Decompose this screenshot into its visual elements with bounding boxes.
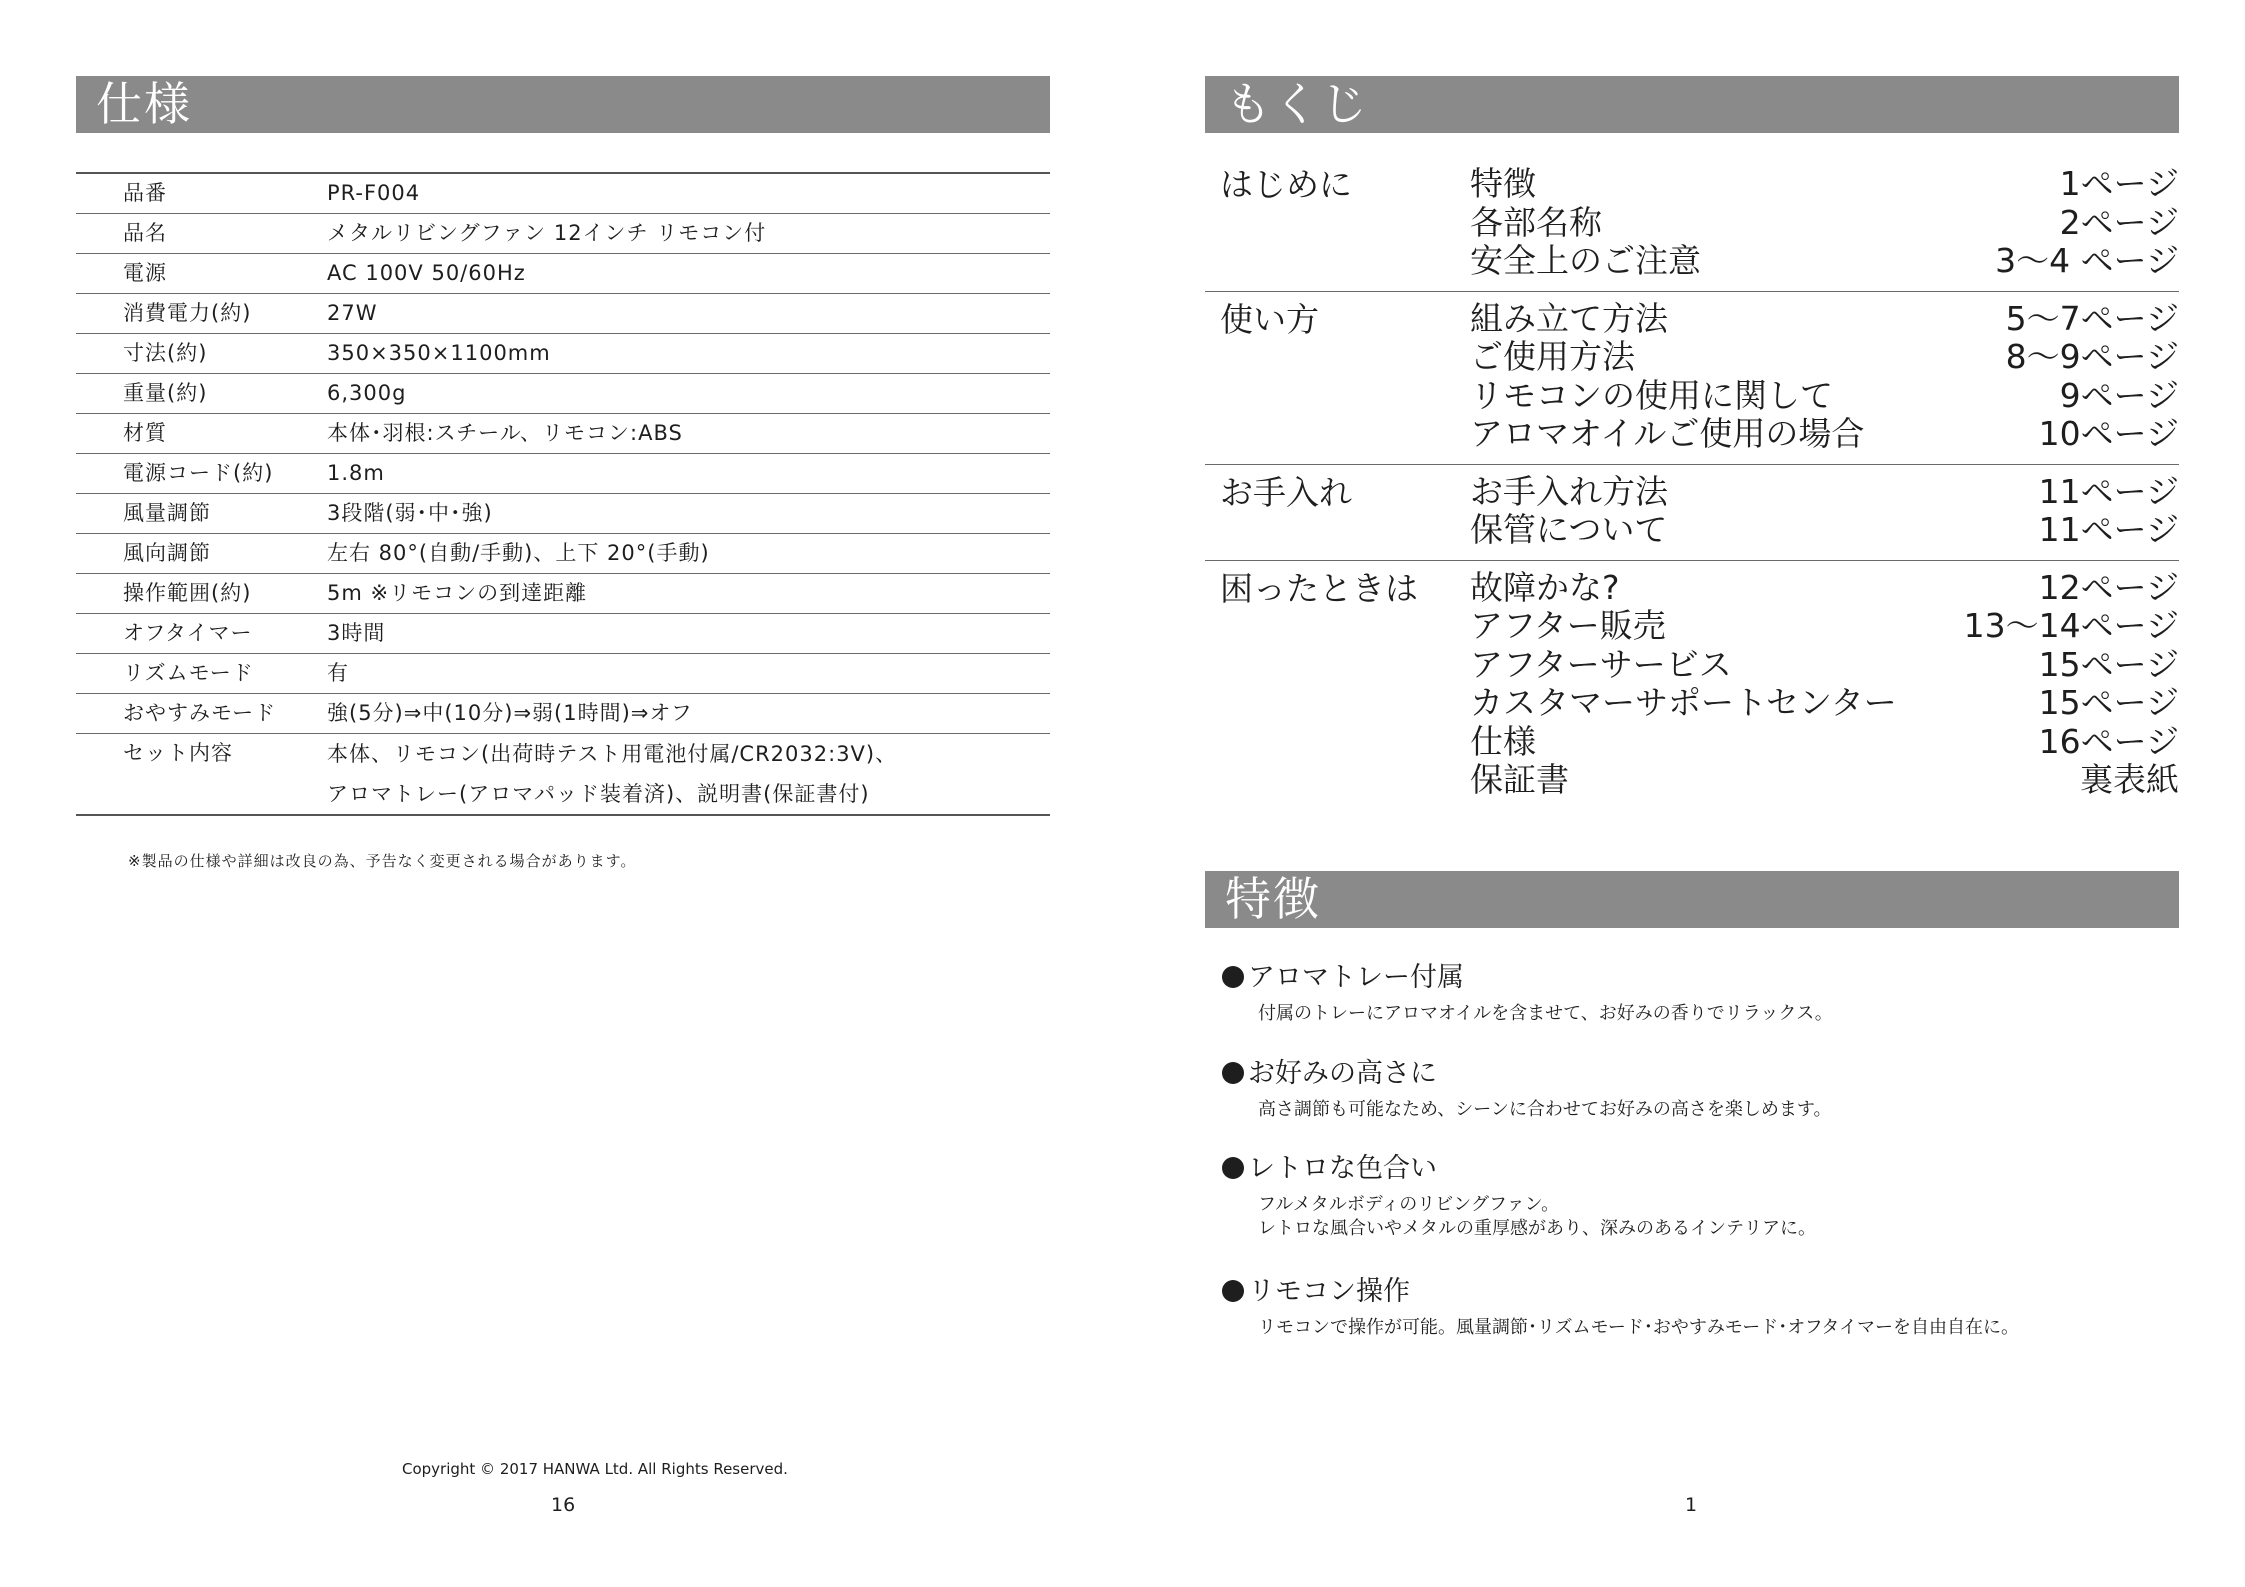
spec-label: 寸法(約) [123,341,208,365]
toc-page: 10ページ [2038,414,2179,453]
feature-block [1222,1151,1816,1241]
spec-label: 消費電力(約) [123,301,252,325]
toc-title: 保証書 [1470,760,1569,799]
feature-title: お好みの高さに [1248,1058,1437,1089]
spec-table [76,172,1050,816]
spec-value [327,734,1050,814]
toc-item[interactable] [1470,607,2179,646]
copyright: Copyright © 2017 HANWA Ltd. All Rights Reserved. [402,1460,788,1478]
toc-page: 9ページ [2059,375,2179,415]
toc-title: 各部名称 [1470,202,1602,242]
bullet-icon [1222,1280,1244,1302]
feature-block [1222,1274,2019,1340]
spec-value: 27W [327,301,378,325]
toc-items [1470,165,2179,281]
spec-label: 重量(約) [123,381,208,405]
toc-items [1470,473,2179,550]
toc-title: アロマオイルご使用の場合 [1470,414,1865,453]
toc-item[interactable] [1470,204,2179,243]
toc-page: 裏表紙 [2080,760,2179,799]
toc-item[interactable] [1470,511,2179,550]
toc-item[interactable] [1470,473,2179,512]
toc-item[interactable] [1470,165,2179,204]
toc-item[interactable] [1470,646,2179,685]
spec-value: 3時間 [327,621,386,645]
toc-category: お手入れ [1220,472,1352,512]
spec-label: おやすみモード [123,701,277,725]
toc-item[interactable] [1470,377,2179,416]
spec-label: オフタイマー [123,621,253,645]
spec-label: 電源 [123,261,167,285]
toc-page: 16ページ [2038,721,2179,761]
spec-row [76,614,1050,654]
spec-value: 350×350×1100mm [327,341,551,365]
spec-value: 有 [327,661,349,685]
spec-value: PR-F004 [327,181,421,205]
toc-group [1205,292,2179,465]
spec-value: 左右 80°(自動/手動)、上下 20°(手動) [327,541,710,565]
toc-page: 15ページ [2038,683,2179,722]
feature-title: レトロな色合い [1248,1153,1437,1184]
toc-category: 困ったときは [1220,568,1418,608]
spec-label: リズムモード [123,661,254,685]
spec-note: ※製品の仕様や詳細は改良の為、予告なく変更される場合があります。 [128,852,637,870]
toc-group [1205,561,2179,810]
spec-value: 3段階(弱･中･強) [327,501,493,525]
feature-block [1222,1056,1831,1122]
toc-page: 5～7ページ [2005,298,2179,338]
bullet-icon [1222,1157,1244,1179]
toc-item[interactable] [1470,723,2179,762]
feature-desc: フルメタルボディのリビングファン。 [1258,1194,1560,1215]
spec-row [76,494,1050,534]
toc-group [1205,465,2179,561]
spec-row [76,174,1050,214]
toc-items [1470,300,2179,454]
feature-title: リモコン操作 [1248,1276,1410,1307]
toc-page: 12ページ [2038,567,2179,607]
toc-title: 仕様 [1470,721,1536,761]
spec-value: 6,300g [327,381,407,405]
spec-label: 材質 [123,421,167,445]
spec-label: 電源コード(約) [123,461,274,485]
toc-header: もくじ [1205,76,2179,133]
page-number: 1 [1685,1494,1698,1516]
bullet-icon [1222,966,1244,988]
feature-title: アロマトレー付属 [1248,962,1464,993]
feature-block [1222,960,1833,1026]
toc-item[interactable] [1470,242,2179,281]
toc-group [1205,157,2179,292]
toc-title: 故障かな? [1470,567,1620,607]
toc-category: はじめに [1220,165,1352,204]
toc-page: 1ページ [2059,164,2179,203]
toc-item[interactable] [1470,569,2179,608]
spec-row [76,414,1050,454]
toc-page: 15ページ [2038,644,2179,684]
spec-row [76,694,1050,734]
toc-title: アフターサービス [1470,644,1732,684]
toc-title: 保管について [1470,510,1668,549]
toc-title: 特徴 [1470,164,1536,203]
toc-title: リモコンの使用に関して [1470,375,1833,415]
spec-row [76,254,1050,294]
spec-row [76,534,1050,574]
toc-title: アフター販売 [1470,606,1666,645]
toc-title: 安全上のご注意 [1470,241,1701,280]
toc-title: お手入れ方法 [1470,471,1668,511]
toc-item[interactable] [1470,300,2179,339]
toc-title: カスタマーサポートセンター [1470,683,1897,722]
spec-value: 5m ※リモコンの到達距離 [327,581,588,605]
spec-row [76,294,1050,334]
spec-label: セット内容 [123,741,233,765]
toc-title: ご使用方法 [1470,337,1635,376]
left-page [0,0,1122,1587]
toc-page: 11ページ [2038,510,2179,549]
spec-value: AC 100V 50/60Hz [327,261,526,285]
feature-desc: 付属のトレーにアロマオイルを含ませて、お好みの香りでリラックス。 [1258,1003,1833,1024]
feature-desc: リモコンで操作が可能。風量調節･リズムモード･おやすみモード･オフタイマーを自由自在に。 [1258,1317,2020,1338]
spec-row [76,334,1050,374]
spec-value: メタルリビングファン 12インチ リモコン付 [327,221,767,245]
toc-items [1470,569,2179,800]
feature-desc: 高さ調節も可能なため、シーンに合わせてお好みの高さを楽しめます。 [1258,1099,1832,1120]
set-contents-line: アロマトレー(アロマパッド装着済)、説明書(保証書付) [327,782,870,806]
spec-row [76,574,1050,614]
toc-category: 使い方 [1220,299,1319,339]
spec-label: 風向調節 [123,541,211,565]
spec-row [76,374,1050,414]
spec-row [76,454,1050,494]
spec-label: 操作範囲(約) [123,581,252,605]
spec-label: 品名 [123,221,167,245]
spec-row-set-contents [76,734,1050,816]
set-contents-line: 本体、リモコン(出荷時テスト用電池付属/CR2032:3V)、 [327,742,898,766]
toc-item[interactable] [1470,684,2179,723]
spec-label: 風量調節 [123,501,211,525]
spec-value: 本体･羽根:スチール、リモコン:ABS [327,421,683,445]
toc-page: 13～14ページ [1963,606,2179,645]
spec-value: 1.8m [327,461,385,485]
toc-page: 11ページ [2038,471,2179,511]
toc-page: 3～4 ページ [1995,241,2179,280]
bullet-icon [1222,1062,1244,1084]
features-header: 特徴 [1205,871,2179,928]
toc-page: 8～9ページ [2005,337,2179,376]
right-page [1122,0,2245,1587]
spec-row [76,654,1050,694]
toc-page: 2ページ [2059,202,2179,242]
toc-item[interactable] [1470,761,2179,800]
spec-label: 品番 [123,181,167,205]
spec-row [76,214,1050,254]
toc-item[interactable] [1470,415,2179,454]
toc-title: 組み立て方法 [1470,298,1668,338]
spec-value: 強(5分)⇒中(10分)⇒弱(1時間)⇒オフ [327,701,693,725]
spec-header: 仕様 [76,76,1050,133]
feature-desc: レトロな風合いやメタルの重厚感があり、深みのあるインテリアに。 [1258,1218,1816,1239]
page-number: 16 [551,1494,576,1516]
table-of-contents [1205,157,2179,810]
toc-item[interactable] [1470,338,2179,377]
